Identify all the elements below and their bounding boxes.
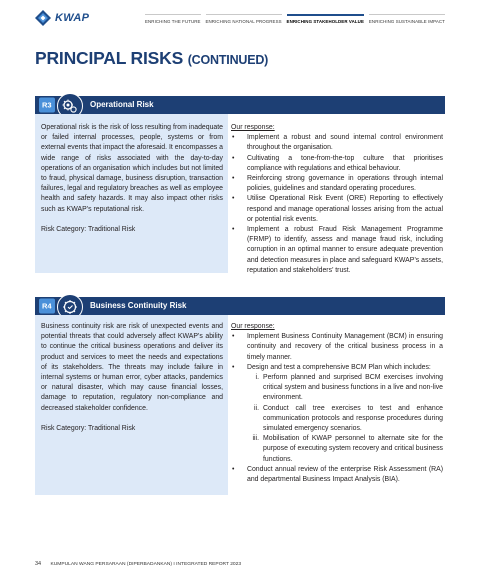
sub-item-number: iii. <box>252 435 259 443</box>
footer-text: KUMPULAN WANG PERSARAAN (DIPERBADANKAN) I INTEGRATED REPORT 2023 <box>50 562 242 567</box>
nav-tab-future: ENRICHING THE FUTURE <box>145 14 201 24</box>
risk-response <box>231 123 443 276</box>
brand-name: KWAP <box>55 12 90 24</box>
response-sub-item <box>231 434 443 465</box>
response-bullet: • Reinforcing strong governance in operations through internal policies, guidelines and standard operating procedures. <box>231 174 443 194</box>
risk-category: Risk Category: Traditional Risk <box>41 225 136 233</box>
sub-item-text: Mobilisation of KWAP personnel to alternate site for the purpose of executing system recovery and critical business functions. <box>263 435 444 463</box>
response-sub-item <box>231 373 443 404</box>
page-title-sub: (CONTINUED) <box>187 53 269 67</box>
page-title <box>35 48 268 69</box>
risk-description <box>41 322 223 434</box>
sub-item-number: i. <box>255 374 259 382</box>
risk-code-badge: R3 <box>39 98 55 113</box>
sub-item-text: Perform planned and surprised BCM exercises involving critical system and business functions in a live and non-live environment. <box>263 374 444 402</box>
risk-response <box>231 322 443 485</box>
risk-category: Risk Category: Traditional Risk <box>41 424 136 432</box>
risk-title: Business Continuity Risk <box>90 301 187 310</box>
response-bullet: • Utilise Operational Risk Event (ORE) Reporting to effectively respond and manage operational losses arising from the actual or potential risk events. <box>231 194 443 225</box>
sub-item-text: Conduct call tree exercises to test and enhance communication protocols and response procedures during simulated emergency scenarios. <box>263 404 443 433</box>
page-title-main: PRINCIPAL RISKS <box>35 48 184 68</box>
nav-tab-sustainable-impact: ENRICHING SUSTAINABLE IMPACT <box>369 14 445 24</box>
risk-description-text: Operational risk is the risk of loss resulting from inadequate or failed internal processes, people, systems or from external events that impact the aforesaid. It encompasses a wide range of risks associated with the day-to-day operations of an organisation which includes but not limited to fraud, physical damage, business disruption, transaction failures, legal and regulatory breaches as well as employee health and safety hazards. It may also impact other risks such as KWAP’s reputational risk. <box>41 124 223 213</box>
risk-header-r4 <box>35 297 445 315</box>
response-heading: Our response: <box>231 124 275 131</box>
response-bullet: • Implement a robust and sound internal control environment throughout the organisation. <box>231 133 443 153</box>
response-bullet: • Implement Business Continuity Management (BCM) in ensuring continuity and recovery of the critical business process in a timely manner. <box>231 332 443 363</box>
risk-description-text: Business continuity risk are risk of unexpected events and potential threats that could adversely affect KWAP’s ability to continue the critical business operations and deliver its product and services to meet the needs and expectations of its stakeholders. The threats may include failure in internal systems or human error, cyber attacks, pandemics or natural disaster, which may cause financial losses, damage to reputation, regulatory non-compliance and decreased stakeholder confidence. <box>41 323 223 412</box>
response-bullet: • Conduct annual review of the enterprise Risk Assessment (RA) and departmental Business Impact Analysis (BIA). <box>231 465 443 485</box>
section-nav <box>145 14 445 24</box>
response-bullet: • Implement a robust Fraud Risk Management Programme (FRMP) to identify, assess and manage fraud risk, including corruption in an optimal manner to ensure adequate prevention and detection measures in place and safeguard KWAP’s assets, reputation and stakeholders’ trust. <box>231 225 443 276</box>
nav-tab-national-progress: ENRICHING NATIONAL PROGRESS <box>206 14 282 24</box>
risk-title: Operational Risk <box>90 100 154 109</box>
kwap-logo-icon <box>35 10 51 26</box>
risk-header-r3 <box>35 96 445 114</box>
response-heading: Our response: <box>231 323 275 330</box>
brand-logo <box>35 10 89 26</box>
page-number: 34 <box>35 561 42 567</box>
response-bullet: • Cultivating a tone-from-the-top culture that prioritises compliance with regulations and ethical behaviour. <box>231 154 443 174</box>
page-footer <box>35 561 241 567</box>
response-sub-item <box>231 404 443 435</box>
response-bullet: • Design and test a comprehensive BCM Plan which includes: <box>231 363 443 373</box>
nav-tab-stakeholder-value: ENRICHING STAKEHOLDER VALUE <box>287 14 364 24</box>
sub-item-number: ii. <box>254 404 259 412</box>
risk-description <box>41 123 223 235</box>
risk-code-badge: R4 <box>39 299 55 314</box>
